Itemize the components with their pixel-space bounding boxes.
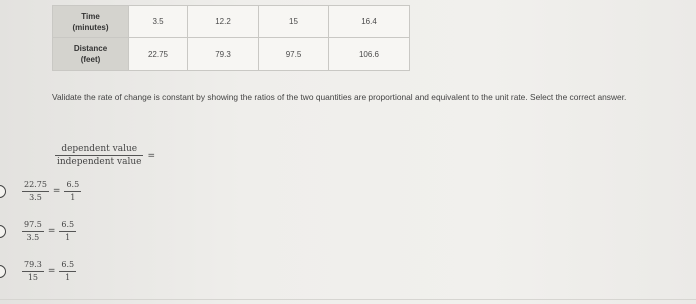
fraction-bar (64, 191, 81, 192)
fraction-numerator: 79.3 (24, 259, 42, 269)
option-right-fraction (59, 220, 76, 243)
equals-sign: = (47, 266, 56, 276)
fraction-numerator: 6.5 (61, 259, 75, 269)
row-header-distance (53, 38, 129, 71)
option-left-fraction (22, 180, 49, 203)
divider (0, 299, 696, 300)
radio-button[interactable] (0, 265, 6, 278)
fraction-bar (59, 271, 76, 272)
option-left-fraction (22, 220, 44, 243)
fraction-numerator: 97.5 (24, 219, 42, 229)
option-right-fraction (64, 180, 81, 203)
equals-sign: = (147, 150, 156, 161)
option-right-fraction (59, 260, 76, 283)
option-expression (22, 220, 76, 243)
fraction-denominator: 1 (65, 232, 71, 242)
table-cell: 16.4 (329, 6, 410, 38)
option-left-fraction (22, 260, 44, 283)
table-cell: 97.5 (259, 38, 329, 71)
table-cell: 3.5 (129, 6, 188, 38)
fraction-bar (22, 231, 44, 232)
table-cell: 79.3 (188, 38, 259, 71)
fraction-denominator: 3.5 (26, 232, 40, 242)
row-header-distance-unit: (feet) (80, 55, 101, 64)
table-row-time (53, 6, 410, 38)
row-header-time (53, 6, 129, 38)
fraction-denominator: 1 (70, 192, 76, 202)
option-expression (22, 180, 81, 203)
fraction-bar (22, 191, 49, 192)
question-expression (55, 144, 155, 167)
row-header-time-label: Time (81, 11, 100, 21)
table-cell: 12.2 (188, 6, 259, 38)
fraction-numerator: 6.5 (66, 179, 80, 189)
question-fraction (55, 144, 143, 167)
table-cell: 22.75 (129, 38, 188, 71)
row-header-distance-label: Distance (73, 44, 108, 53)
equals-sign: = (52, 186, 61, 196)
fraction-numerator: 22.75 (24, 179, 47, 189)
table-cell: 106.6 (329, 38, 410, 71)
fraction-denominator: 1 (65, 272, 71, 282)
fraction-denominator: 15 (27, 272, 38, 282)
radio-button[interactable] (0, 225, 6, 238)
equals-sign: = (47, 226, 56, 236)
fraction-denominator: 3.5 (29, 192, 42, 202)
fraction-denominator: independent value (57, 157, 142, 167)
table-row-distance (53, 38, 410, 71)
fraction-numerator: 6.5 (61, 219, 75, 229)
data-table (52, 5, 410, 71)
fraction-bar (59, 231, 76, 232)
question-instruction: Validate the rate of change is constant by showing the ratios of the two quantities are proportional and equivalent to the unit rate. Select the correct answer. (52, 92, 627, 102)
fraction-numerator: dependent value (61, 144, 138, 154)
fraction-bar (55, 155, 143, 156)
table-cell: 15 (259, 6, 329, 38)
row-header-time-unit: (minutes) (72, 22, 109, 32)
radio-button[interactable] (0, 185, 6, 198)
fraction-bar (22, 271, 44, 272)
option-expression (22, 260, 76, 283)
